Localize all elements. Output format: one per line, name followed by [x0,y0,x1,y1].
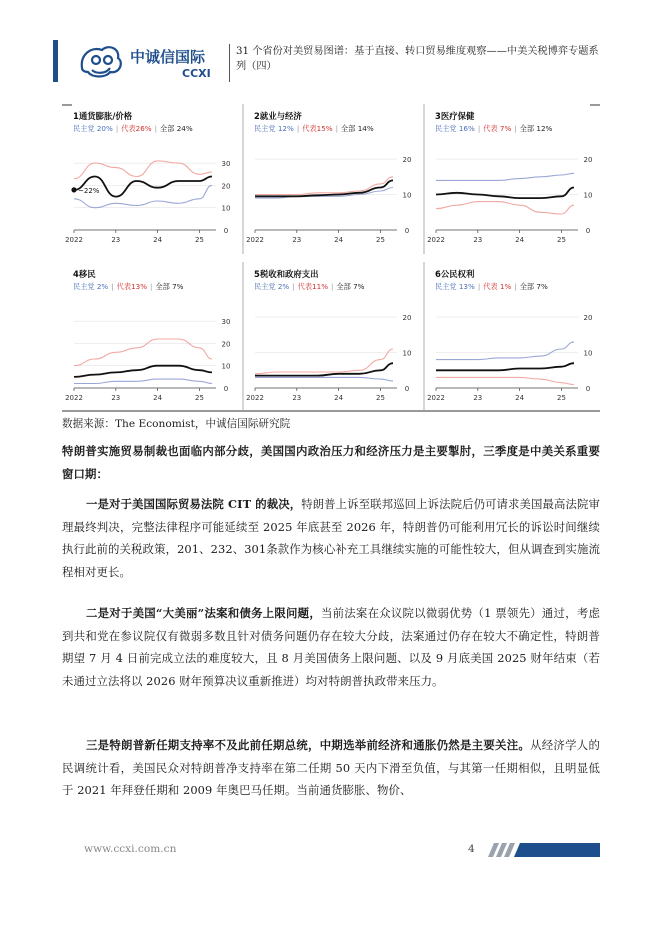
panel-civil-rights [424,262,600,412]
header-divider [229,44,230,82]
panel-title: 6公民权利 [435,269,475,279]
series-dem-line [255,377,393,381]
header-accent-bar [53,40,58,82]
panel-inflation [62,104,238,254]
legend-dem: 民主党 12% [254,124,294,133]
y-tick-label: 20 [221,182,231,191]
x-tick-label: 2022 [65,236,83,244]
paragraph-1 [62,440,600,485]
y-tick-label: 0 [585,227,591,235]
y-tick-label: 0 [585,385,591,393]
figure-source: 数据来源：The Economist，中诚信国际研究院 [62,418,291,430]
start-marker [71,187,76,192]
x-tick-label: 23 [473,394,483,402]
x-tick-label: 25 [556,236,566,244]
legend-dem: 民主党 16% [435,124,475,133]
x-tick-label: 23 [473,236,483,244]
panel-title: 3医疗保健 [435,111,475,121]
legend-rep: 代表 7% [483,124,512,133]
x-tick-label: 2022 [427,394,445,402]
y-tick-label: 10 [221,204,231,213]
paragraph-4 [62,734,600,802]
legend-all: 全部 14% [341,124,374,133]
y-tick-label: 10 [402,191,412,200]
panel-legend: 民主党 2% | 代表13% | 全部 7% [73,282,184,291]
panel-legend: 民主党 16% | 代表 7% | 全部 12% [435,124,553,133]
annotation-label: ~22% [78,186,100,195]
legend-rep: 代表 1% [483,282,512,291]
x-tick-label: 23 [292,236,302,244]
x-tick-label: 23 [111,236,121,244]
y-tick-label: 20 [402,314,412,323]
panel-chart [424,296,600,412]
x-tick-label: 24 [334,236,344,244]
x-tick-label: 24 [515,394,525,402]
x-tick-label: 25 [556,394,566,402]
x-tick-label: 25 [375,236,385,244]
panel-chart [243,296,419,412]
svg-text:CCXI: CCXI [182,67,211,80]
paragraph-2 [62,493,600,583]
series-rep-line [74,339,212,366]
y-tick-label: 0 [223,227,229,235]
legend-rep: 代表13% [116,282,148,291]
series-dem-line [436,342,574,360]
series-all-line [255,180,393,196]
paragraph-3 [62,602,600,692]
x-tick-label: 25 [194,236,204,244]
x-tick-label: 2022 [427,236,445,244]
y-tick-label: 20 [583,156,593,165]
ccxi-logo [78,40,228,82]
x-tick-label: 25 [194,394,204,402]
panel-chart [62,138,238,254]
y-tick-label: 20 [583,314,593,323]
panel-legend: 民主党 13% | 代表 1% | 全部 7% [435,282,548,291]
x-tick-label: 25 [375,394,385,402]
x-tick-label: 24 [334,394,344,402]
y-tick-label: 10 [583,191,593,200]
x-tick-label: 23 [111,394,121,402]
series-all-line [436,188,574,199]
y-tick-label: 10 [583,349,593,358]
header-title: 31 个省份对美贸易图谱：基于直接、转口贸易维度观察——中美关税博弈专题系列（四） [236,46,599,72]
series-all-line [436,363,574,370]
panel-taxes-spending [243,262,419,412]
legend-dem: 民主党 2% [254,282,290,291]
y-tick-label: 30 [221,318,231,327]
x-tick-label: 24 [153,236,163,244]
panel-jobs-economy [243,104,419,254]
panel-title: 1通货膨胀/价格 [73,111,133,121]
panel-title: 4移民 [73,269,96,279]
paragraph-4-text: 从经济学人的民调统计看，美国民众对特朗普净支持率在第二任期 50 天内下滑至负值，与其第一任期相似，且明显低于 2021 年拜登任期和 2009 年奥巴马任期。当前通货膨胀、物价、 [62,738,600,798]
series-all-line [255,363,393,375]
figure-small-multiples [62,104,600,412]
legend-all: 全部 7% [155,282,184,291]
paragraph-3-lead: 二是对于美国“大美丽”法案和债务上限问题， [86,606,321,620]
panel-chart [424,138,600,254]
series-rep-line [436,377,574,384]
x-tick-label: 24 [153,394,163,402]
series-dem-line [74,379,212,383]
legend-all: 全部 7% [336,282,365,291]
footer-stripe-bar [484,843,600,857]
panel-legend: 民主党 2% | 代表11% | 全部 7% [254,282,365,291]
panel-chart [62,296,238,412]
x-tick-label: 2022 [246,236,264,244]
legend-dem: 民主党 2% [73,282,109,291]
legend-rep: 代表11% [297,282,329,291]
y-tick-label: 20 [402,156,412,165]
legend-rep: 代表26% [121,124,152,133]
panel-title: 2就业与经济 [254,111,302,121]
y-tick-label: 0 [404,227,410,235]
panel-title: 5税收和政府支出 [254,269,319,279]
paragraph-4-lead: 三是特朗普新任期支持率不及此前任期总统，中期选举前经济和通胀仍然是主要关注。 [86,738,531,752]
series-rep-line [436,202,574,214]
paragraph-2-text: 特朗普上诉至联邦巡回上诉法院后仍可请求美国最高法院审理最终判决，完整法律程序可能延续至 2025 年底甚至 2026 年，特朗普仍可能利用冗长的诉讼时间继续执行此前的关税政策，201、232、301条款作为核心补充工具继续实施的可能性较大，但从调查到实施流程相对更长。 [62,497,600,579]
legend-dem: 民主党 20% [73,124,113,133]
page-number: 4 [468,843,475,855]
legend-all: 全部 7% [519,282,548,291]
legend-all: 全部 12% [519,124,553,133]
legend-dem: 民主党 13% [435,282,475,291]
paragraph-1-text: 特朗普实施贸易制裁也面临内部分歧，美国国内政治压力和经济压力是主要掣肘，三季度是中美关系重要窗口期： [62,444,600,481]
legend-rep: 代表15% [302,124,333,133]
panel-chart [243,138,419,254]
panel-legend: 民主党 20% | 代表26% | 全部 24% [73,124,193,133]
paragraph-2-lead: 一是对于美国国际贸易法院 CIT 的裁决， [86,497,302,511]
y-tick-label: 20 [221,340,231,349]
x-tick-label: 24 [515,236,525,244]
svg-text:中诚信国际: 中诚信国际 [130,48,206,66]
series-all-line [74,366,212,377]
x-tick-label: 2022 [246,394,264,402]
panel-immigration [62,262,238,412]
footer-url: www.ccxi.com.cn [84,843,177,855]
panel-legend: 民主党 12% | 代表15% | 全部 14% [254,124,374,133]
panel-healthcare [424,104,600,254]
legend-all: 全部 24% [160,124,193,133]
y-tick-label: 0 [404,385,410,393]
y-tick-label: 10 [221,362,231,371]
y-tick-label: 0 [223,385,229,393]
x-tick-label: 2022 [65,394,83,402]
paragraph-3-text: 当前法案在众议院以微弱优势（1 票领先）通过，考虑到共和党在参议院仅有微弱多数且针对债务问题仍存在较大分歧，法案通过仍存在较大不确定性，特朗普期望 7 月 4 日前完成立法的难度较大，且 8 月美国债务上限问题、以及 9 月底美国 2025 财年结束（若未通过立法将以 2026 财年预算决议重新推进）均对特朗普执政带来压力。 [62,606,600,688]
y-tick-label: 30 [221,160,231,169]
series-dem-line [436,173,574,180]
x-tick-label: 23 [292,394,302,402]
y-tick-label: 10 [402,349,412,358]
